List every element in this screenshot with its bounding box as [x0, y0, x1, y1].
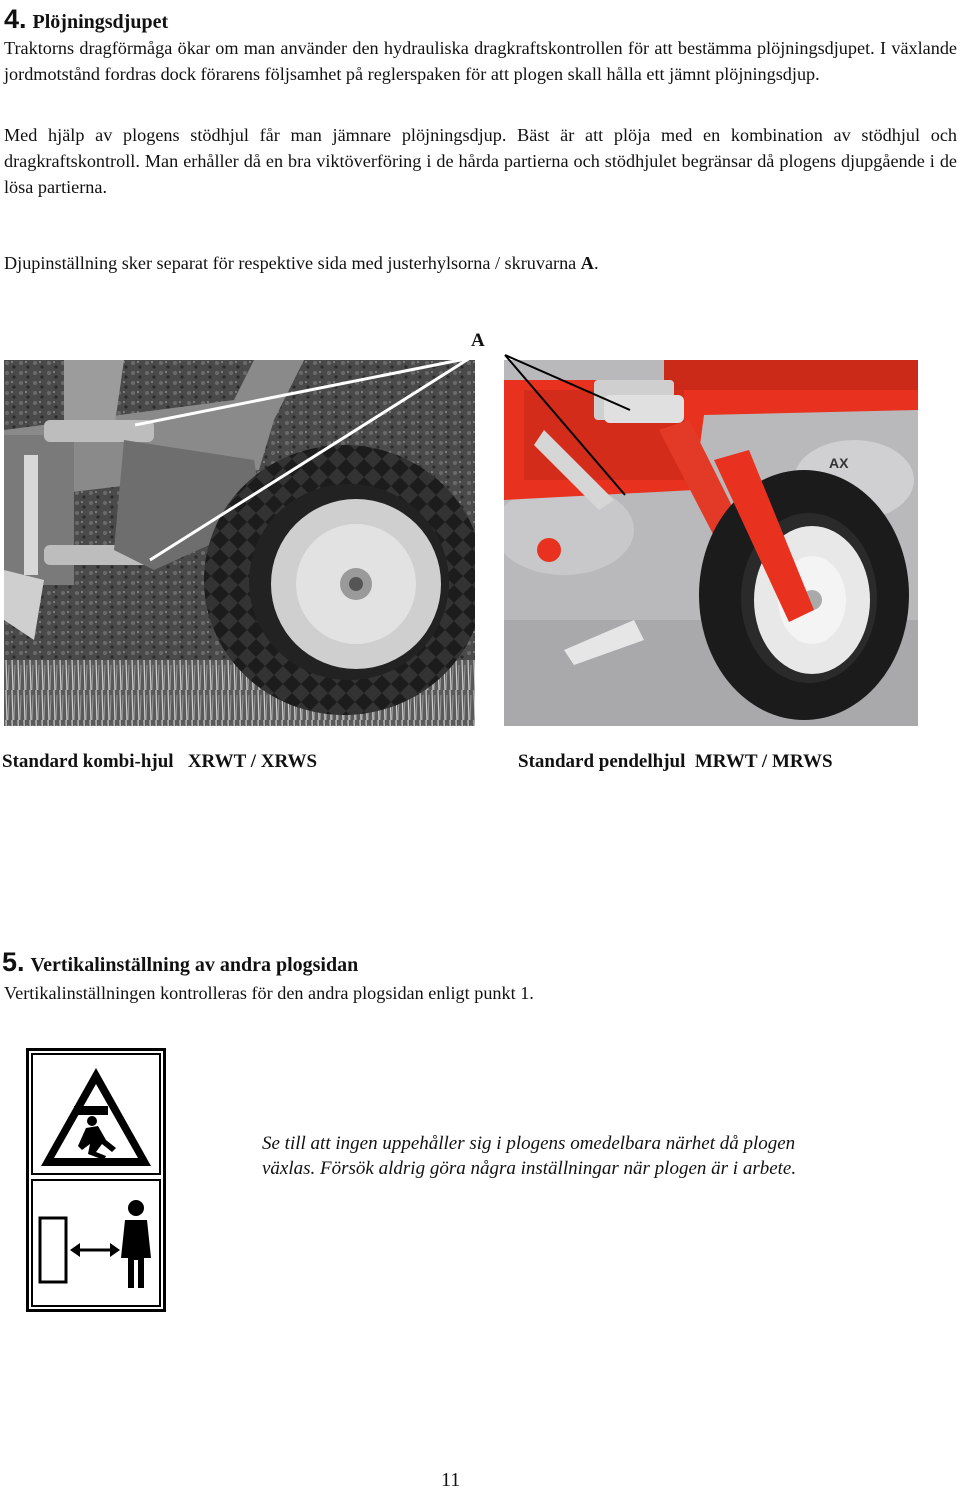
callout-a: A — [471, 330, 485, 351]
warning-text — [262, 1131, 942, 1181]
caption-combi-wheel: Standard kombi-hjul XRWT / XRWS — [2, 751, 318, 772]
depth-setting-ref: A — [580, 253, 594, 273]
depth-setting-text: Djupinställning sker separat för respektive sida med justerhylsorna / skruvarna — [4, 253, 581, 273]
section-title: Plöjningsdjupet — [32, 11, 169, 33]
section-title: Vertikalinställning av andra plogsidan — [30, 954, 359, 976]
paragraph-depth-setting — [4, 250, 957, 276]
pendulum-wheel-photo — [504, 360, 918, 726]
paragraph-vertical-setting: Vertikalinställningen kontrolleras för den andra plogsidan enligt punkt 1. — [4, 983, 534, 1003]
depth-setting-end: . — [593, 253, 599, 273]
section-number: 4. — [4, 4, 27, 34]
warning-line-1: Se till att ingen uppehåller sig i plogens omedelbara närhet då plogen — [262, 1133, 796, 1154]
warning-pictogram — [26, 1048, 166, 1312]
caption-pendulum-wheel: Standard pendelhjul MRWT / MRWS — [518, 751, 833, 772]
page-number: 11 — [441, 1469, 461, 1491]
ax-plate-label: AX — [829, 455, 849, 471]
warning-line-2: växlas. Försök aldrig göra några inställningar när plogen är i arbete. — [262, 1158, 797, 1179]
combi-wheel-photo — [4, 360, 475, 726]
paragraph-intro: Traktorns dragförmåga ökar om man använder den hydrauliska dragkraftskontrollen för att bestämma plöjningsdjupet. I växlande jordmotstånd fordras dock förarens följsamhet på reglerspaken för att plogen skall hålla ett jämnt plöjningsdjup. — [4, 38, 957, 84]
paragraph-support-wheel: Med hjälp av plogens stödhjul får man jämnare plöjningsdjup. Bäst är att plöja med en kombination av stödhjul och dragkraftskontroll. Man erhåller då en bra viktöverföring i de hårda partierna och stödhjulet begränsar då plogens djupgående i de lösa partierna. — [4, 125, 957, 197]
section-number: 5. — [2, 947, 25, 977]
section-5-heading — [2, 945, 358, 984]
